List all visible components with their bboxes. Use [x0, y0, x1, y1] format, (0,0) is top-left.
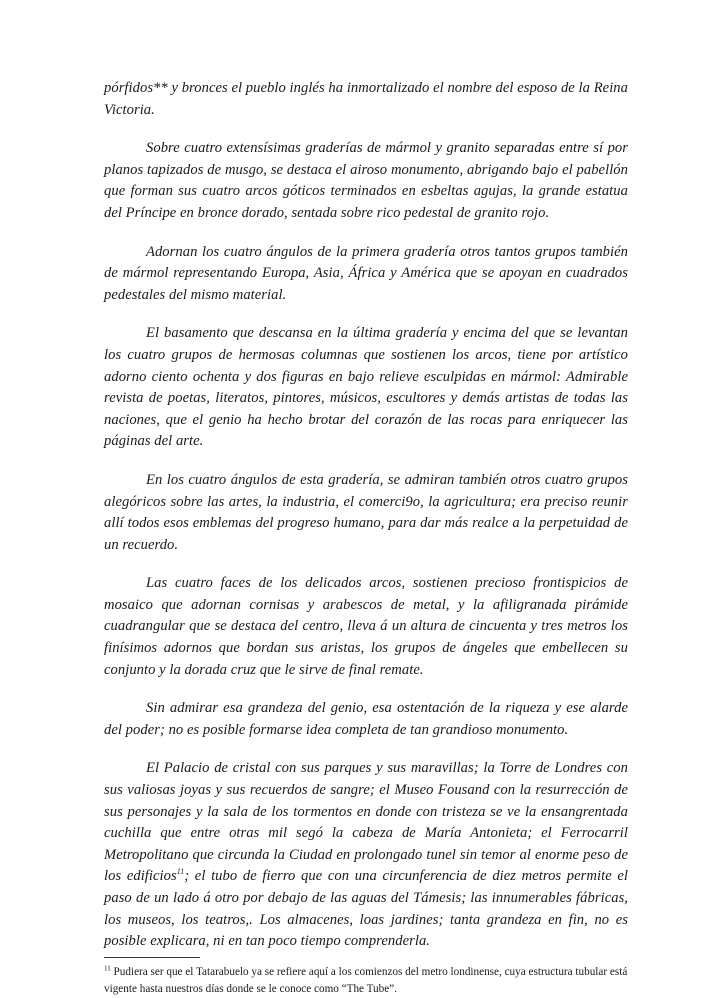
paragraph: Adornan los cuatro ángulos de la primera gradería otros tantos grupos también de mármol representando Europa, Asia, África y América que se apoyan en cuadrados pedestales del mismo material.: [104, 243, 628, 303]
paragraph-text-start: El Palacio de cristal con sus parques y sus maravillas; la Torre de Londres con sus valiosas joyas y sus recuerdos de sangre; el Museo Fousand con la resurrección de sus personajes y la sala de los tormentos en donde con tristeza se ve la ensangrentada cuchilla que entre otras mil segó la cabeza de María Antonieta; el Ferrocarril Metropolitano que circunda la Ciudad en prolongado tunel sin temor al enorme peso de los edificios: [104, 760, 628, 885]
paragraph: Las cuatro faces de los delicados arcos, sostienen precioso frontispicios de mosaico que adornan cornisas y arabescos de metal, y la afiligranada pirámide cuadrangular que se destaca del centro, lleva á un altura de cincuenta y tres metros los finísimos adornos que bordan sus aristas, los grupos de ángeles que embellecen su conjunto y la dorada cruz que le sirve de final remate.: [104, 575, 628, 678]
paragraph: En los cuatro ángulos de esta gradería, se admiran también otros cuatro grupos alegóricos sobre las artes, la industria, el comerci9o, la agricultura; era preciso reunir allí todos esos emblemas del progreso humano, para dar más realce a la perpetuidad de un recuerdo.: [104, 471, 628, 553]
document-page: [104, 78, 628, 998]
paragraph-text-end: ; el tubo de fierro que con una circunferencia de diez metros permite el paso de un lado á otro por debajo de las aguas del Támesis; las innumerables fábricas, los museos, los teatros,. Los almacenes, loas jardines; tanta grandeza en fin, no es posible explicara, ni en tan poco tiempo comprenderla.: [104, 868, 629, 950]
footnote-separator: [104, 957, 200, 958]
paragraph: pórfidos** y bronces el pueblo inglés ha inmortalizado el nombre del esposo de la Reina Victoria.: [104, 80, 628, 118]
footnote: [104, 964, 628, 998]
footnote-text: Pudiera ser que el Tatarabuelo ya se refiere aquí a los comienzos del metro londinense, cuya estructura tubular está vigente hasta nuestros días donde se le conoce como “The Tube”.: [104, 965, 628, 995]
paragraph: Sobre cuatro extensísimas graderías de mármol y granito separadas entre sí por planos tapizados de musgo, se destaca el airoso monumento, abrigando bajo el pabellón que forman sus cuatro arcos góticos terminados en esbeltas agujas, la grande estatua del Príncipe en bronce dorado, sentada sobre rico pedestal de granito rojo.: [104, 140, 628, 221]
paragraph-with-footnote-ref: [104, 758, 628, 952]
footnote-reference[interactable]: 11: [176, 867, 185, 877]
paragraph: El basamento que descansa en la última gradería y encima del que se levantan los cuatro grupos de hermosas columnas que sostienen los arcos, tiene por artístico adorno ciento ochenta y dos figuras en bajo relieve esculpidas en mármol: Admirable revista de poetas, literatos, pintores, músicos, escultores y demás artistas de todas las naciones, que el genio ha hecho brotar del corazón de las rocas para enriquecer las páginas del arte.: [104, 325, 628, 450]
paragraph: Sin admirar esa grandeza del genio, esa ostentación de la riqueza y ese alarde del poder; no es posible formarse idea completa de tan grandioso monumento.: [104, 700, 628, 738]
footnote-number: 11: [104, 964, 111, 973]
